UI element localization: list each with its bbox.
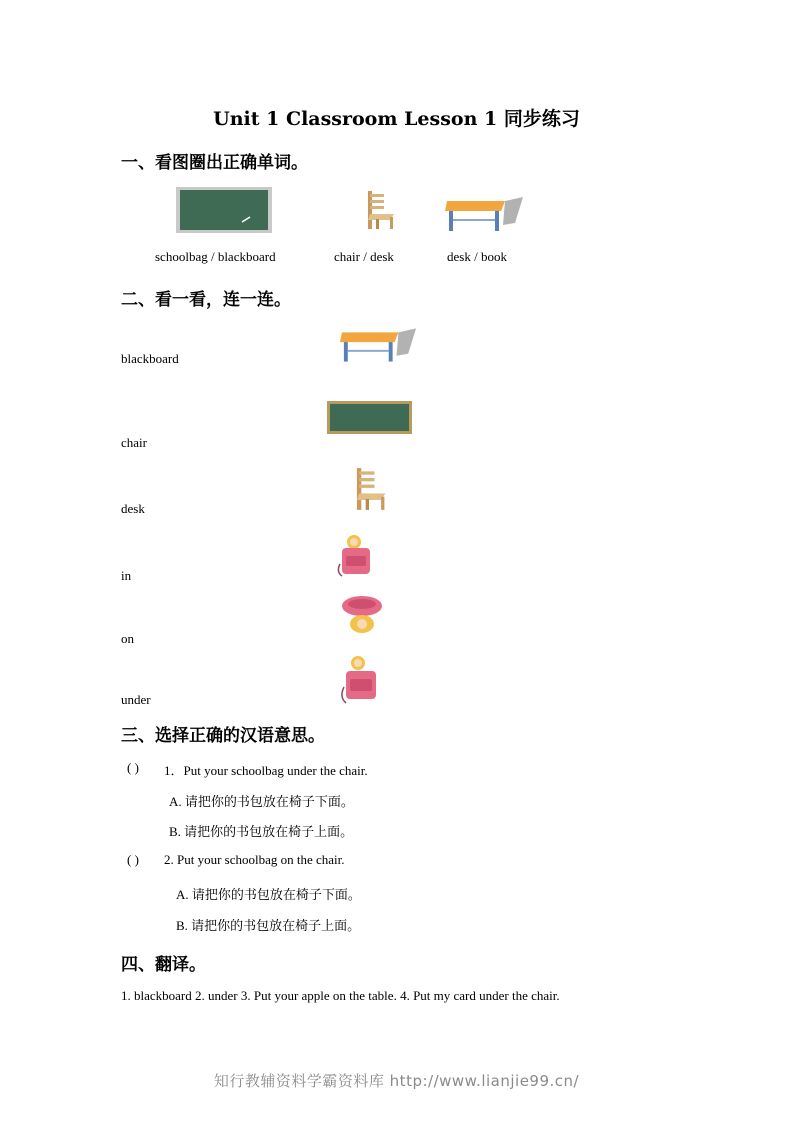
options-3: desk / book: [447, 249, 507, 264]
match-word-blackboard: blackboard: [121, 351, 179, 366]
section3-heading: 三、选择正确的汉语意思。: [121, 726, 325, 746]
schoolbag-in-icon: [334, 530, 378, 578]
question-1-option-b: B. 请把你的书包放在椅子上面。: [169, 824, 354, 839]
page-title: Unit 1 Classroom Lesson 1 同步练习: [213, 108, 580, 130]
question-2-option-a: A. 请把你的书包放在椅子下面。: [176, 887, 361, 902]
options-2: chair / desk: [334, 249, 394, 264]
desk-icon: [340, 326, 416, 364]
options-1: schoolbag / blackboard: [155, 249, 276, 264]
match-word-desk: desk: [121, 501, 145, 516]
section2-heading: 二、看一看，连一连。: [121, 290, 291, 310]
desk-icon: [445, 195, 523, 233]
answer-bracket-2: ( ): [127, 852, 139, 867]
question-2: 2. Put your schoolbag on the chair.: [164, 852, 345, 867]
footer-watermark: 知行教辅资料学霸资料库 http://www.lianjie99.cn/: [213, 1072, 580, 1090]
schoolbag-under-icon: [336, 653, 386, 705]
match-word-on: on: [121, 631, 134, 646]
question-1-option-a: A. 请把你的书包放在椅子下面。: [169, 794, 354, 809]
question-1: 1．Put your schoolbag under the chair.: [164, 763, 368, 778]
chair-icon: [362, 190, 396, 230]
schoolbag-on-icon: [338, 592, 390, 636]
blackboard-icon: [176, 187, 272, 233]
match-word-chair: chair: [121, 435, 147, 450]
section4-heading: 四、翻译。: [121, 955, 206, 975]
answer-bracket-1: ( ): [127, 760, 139, 775]
match-word-in: in: [121, 568, 132, 583]
question-2-option-b: B. 请把你的书包放在椅子上面。: [176, 918, 361, 933]
match-word-under: under: [121, 692, 151, 707]
translation-items: 1. blackboard 2. under 3. Put your apple on the table. 4. Put my card under the chair.: [121, 988, 560, 1003]
chair-icon: [343, 467, 395, 511]
section1-heading: 一、看图圈出正确单词。: [121, 153, 308, 173]
blackboard-icon: [327, 401, 412, 434]
